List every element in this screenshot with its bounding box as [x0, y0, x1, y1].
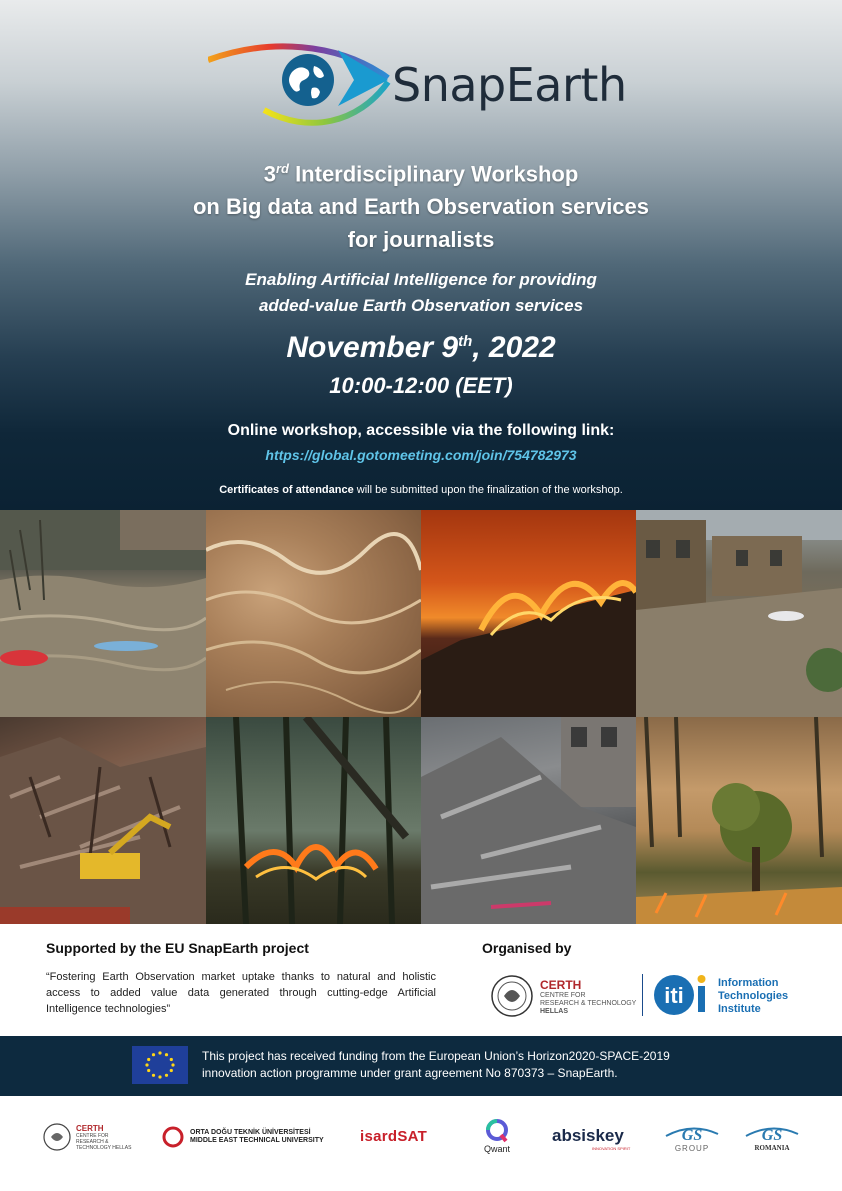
metu-logo-icon [162, 1126, 184, 1148]
flood-photo [0, 510, 206, 717]
title-line-2: on Big data and Earth Observation services [192, 194, 650, 220]
certificate-rest: will be submitted upon the finalization of the workshop. [353, 484, 623, 496]
header [0, 0, 842, 510]
partner-logos [0, 1110, 842, 1170]
iti-line-3: Institute [718, 1003, 761, 1015]
gs-romania-logo-icon [744, 1124, 800, 1144]
logo-wordmark: SnapEarth [392, 58, 627, 112]
iti-logo-text: iti [664, 983, 684, 1008]
flooded-street-photo [636, 510, 842, 717]
svg-text:GS: GS [681, 1127, 703, 1144]
earthquake-rubble-photo [0, 717, 206, 924]
partner-certh-name: CERTH [76, 1123, 104, 1133]
gs-romania-label: ROMANIA [754, 1144, 790, 1152]
partner-qwant [484, 1118, 510, 1154]
partner-gs-romania [744, 1124, 800, 1152]
forest-fire-photo [206, 717, 421, 924]
svg-text:GS: GS [761, 1127, 783, 1144]
certificate-note [0, 484, 842, 496]
iti-line-1: Information [718, 977, 779, 989]
workshop-time: 10:00-12:00 (EET) [329, 373, 513, 398]
qwant-wordmark: Qwant [484, 1144, 511, 1154]
date-suffix: th [458, 333, 473, 350]
collapsed-building-photo [421, 717, 636, 924]
certh-subtitle [540, 992, 640, 1016]
funding-text [202, 1048, 762, 1082]
project-quote: “Fostering Earth Observation market uptake thanks to natural and holistic access to added value data generated through cutting-edge Artificial Intelligence technologies” [46, 971, 436, 1015]
partner-absiskey [552, 1126, 630, 1151]
online-text: Online workshop, accessible via the following link: [227, 422, 615, 439]
qwant-logo-icon [484, 1118, 510, 1144]
iti-line-2: Technologies [718, 990, 789, 1002]
absiskey-wordmark: absiskey [552, 1126, 624, 1145]
date-year: , 2022 [472, 331, 556, 364]
photo-grid [0, 510, 842, 924]
title-line-1-text: Interdisciplinary Workshop [288, 161, 579, 187]
date-main: November 9 [286, 331, 459, 364]
organisers-divider [642, 974, 643, 1016]
partner-gs-group [664, 1124, 720, 1153]
funding-line-2: innovation action programme under grant agreement No 870373 – SnapEarth. [202, 1066, 618, 1080]
subtitle-line-2: added-value Earth Observation services [258, 296, 584, 315]
iti-name [718, 977, 808, 1016]
partner-isardsat [360, 1128, 427, 1145]
absiskey-tagline: INNOVATION SPIRIT [592, 1146, 631, 1151]
partner-metu [162, 1126, 324, 1148]
certh-sub-1: CENTRE FOR [540, 992, 586, 999]
certh-name: CERTH [540, 978, 582, 992]
workshop-subtitle [0, 267, 842, 319]
funding-line-1: This project has received funding from the European Union’s Horizon2020-SPACE-2019 [202, 1049, 670, 1063]
partner-certh [42, 1122, 136, 1152]
isardsat-wordmark: isardSAT [360, 1128, 428, 1145]
wildfire-photo [421, 510, 636, 717]
meeting-link[interactable]: https://global.gotomeeting.com/join/754782973 [265, 447, 577, 463]
funding-bar [0, 1036, 842, 1096]
metu-line-1: ORTA DOĞU TEKNİK ÜNİVERSİTESİ [190, 1129, 311, 1136]
iti-logo-icon [652, 972, 712, 1018]
burning-forest-photo [636, 717, 842, 924]
support-title: Supported by the EU SnapEarth project [46, 940, 309, 956]
eu-flag-icon [132, 1046, 188, 1084]
title-line-3: for journalists [347, 227, 495, 253]
muddy-water-photo [206, 510, 421, 717]
certificate-bold: Certificates of attendance [219, 484, 354, 496]
subtitle-line-1: Enabling Artificial Intelligence for providing [245, 270, 597, 289]
workshop-date [0, 331, 842, 365]
certh-small-emblem-icon [42, 1122, 72, 1152]
organisers-title: Organised by [482, 940, 572, 956]
ordinal-suffix: rd [275, 161, 289, 176]
partner-certh-sub: CENTRE FOR RESEARCH & TECHNOLOGY HELLAS [76, 1132, 132, 1151]
workshop-title [0, 152, 842, 256]
gs-group-logo-icon [664, 1124, 720, 1144]
title-line-1 [0, 152, 842, 190]
metu-line-2: MIDDLE EAST TECHNICAL UNIVERSITY [190, 1137, 324, 1144]
certh-sub-3: HELLAS [540, 1008, 568, 1015]
ordinal-number: 3 [263, 161, 276, 187]
certh-sub-2: RESEARCH & TECHNOLOGY [540, 1000, 637, 1007]
gs-group-label: GROUP [674, 1144, 710, 1153]
